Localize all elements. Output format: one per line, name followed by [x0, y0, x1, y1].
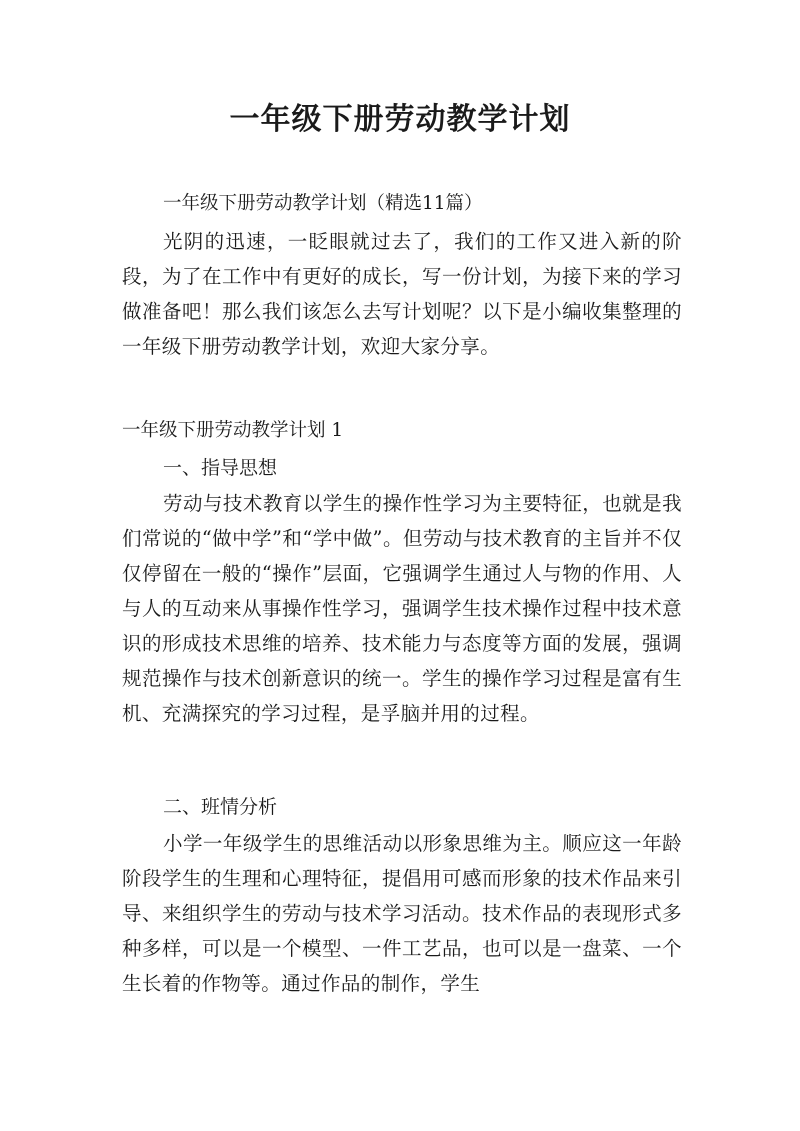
heading-class-analysis: 二、班情分析 — [163, 796, 278, 818]
paragraph-guiding-ideology: 劳动与技术教育以学生的操作性学习为主要特征，也就是我们常说的“做中学”和“学中做”。但劳动与技术教育的主旨并不仅仅停留在一般的“操作”层面，它强调学生通过人与物的作用、人与人的互动来从事操作性学习，强调学生技术操作过程中技术意识的形成技术思维的培养、技术能力与态度等方面的发展，强调规范操作与技术创新意识的统一。学生的操作学习过程是富有生机、充满探究的学习过程，是孚脑并用的过程。 — [122, 492, 682, 725]
intro-paragraph: 光阴的迅速，一眨眼就过去了，我们的工作又进入新的阶段，为了在工作中有更好的成长，写一份计划，为接下来的学习做准备吧！那么我们该怎么去写计划呢？以下是小编收集整理的一年级下册劳动教学计划，欢迎大家分享。 — [122, 230, 682, 358]
section-title: 一年级下册劳动教学计划 1 — [122, 420, 344, 441]
document-subtitle: 一年级下册劳动教学计划（精选11篇） — [163, 193, 483, 214]
heading-guiding-ideology: 一、指导思想 — [163, 457, 278, 479]
paragraph-class-analysis: 小学一年级学生的思维活动以形象思维为主。顺应这一年龄阶段学生的生理和心理特征，提倡用可感而形象的技术作品来引导、来组织学生的劳动与技术学习活动。技术作品的表现形式多种多样，可以是一个模型、一件工艺品，也可以是一盘菜、一个生长着的作物等。通过作品的制作，学生 — [122, 832, 682, 995]
document-title: 一年级下册劳动教学计划 — [229, 102, 571, 137]
